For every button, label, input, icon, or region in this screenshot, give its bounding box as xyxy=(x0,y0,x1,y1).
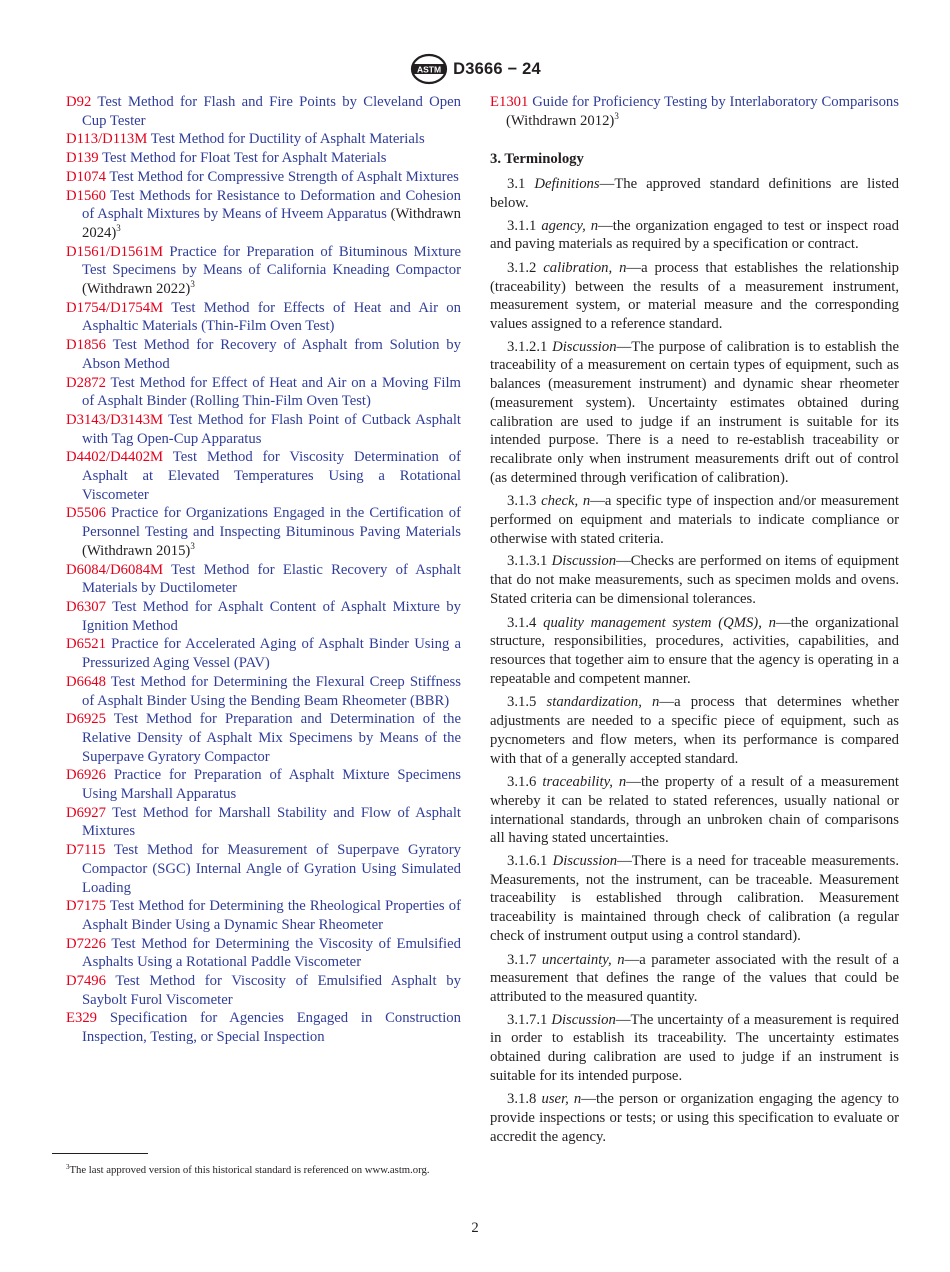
reference-code-link[interactable]: E329 xyxy=(66,1010,98,1027)
section-heading: 3. Terminology xyxy=(490,151,584,168)
definition-separator: — xyxy=(626,774,641,791)
definition-paragraph xyxy=(490,338,899,488)
reference-title-link[interactable]: Test Method for Viscosity Determination of Asphalt at Elevated Temperatures Using a Rotational Viscometer xyxy=(82,449,461,503)
definition-separator: — xyxy=(617,853,632,870)
definition-paragraph xyxy=(490,614,899,689)
reference-item xyxy=(66,187,461,243)
reference-code-link[interactable]: D1560 xyxy=(66,187,106,204)
referenced-documents-right xyxy=(490,93,899,130)
definition-paragraph xyxy=(490,175,899,212)
reference-item xyxy=(66,804,461,841)
referenced-documents-left xyxy=(66,93,461,1047)
definition-number: 3.1.1 xyxy=(507,217,537,234)
reference-item xyxy=(66,411,461,448)
definition-term: Discussion xyxy=(552,338,617,355)
footnote xyxy=(52,1163,461,1177)
reference-title-link[interactable]: Test Method for Determining the Viscosity of Emulsified Asphalts Using a Rotational Paddle Viscometer xyxy=(82,935,461,971)
page-number: 2 xyxy=(471,1220,479,1236)
definition-paragraph xyxy=(490,492,899,548)
footnote-ref: 3 xyxy=(190,279,195,290)
reference-code-link[interactable]: D6084/D6084M xyxy=(66,561,164,578)
reference-code-link[interactable]: D139 xyxy=(66,150,99,167)
footnote-divider xyxy=(52,1153,148,1154)
reference-code-link[interactable]: D6307 xyxy=(66,598,106,615)
definition-number: 3.1.8 xyxy=(507,1091,537,1108)
definition-paragraph xyxy=(490,852,899,946)
reference-code-link[interactable]: D1754/D1754M xyxy=(66,299,164,316)
definition-term: standardization, n xyxy=(546,694,660,711)
reference-code-link[interactable]: D1561/D1561M xyxy=(66,243,164,260)
definition-paragraph xyxy=(490,552,899,608)
definition-number: 3.1.5 xyxy=(507,694,537,711)
definition-text: a parameter associated with the result of a measurement that defines the range of the values that could be attributed to the measured quantity. xyxy=(490,951,900,1005)
definition-text: Checks are performed on items of equipment that do not make measurements, such as specimen molds and ovens. Stated criteria can be dimensional tolerances. xyxy=(490,553,900,607)
reference-item xyxy=(66,673,461,710)
definition-text: the organizational structure, responsibilities, procedures, activities, capabilities, and resources that together aim to ensure that the agency is operating in a repeatable and competent manner. xyxy=(490,614,900,687)
reference-title-link[interactable]: Test Method for Viscosity of Emulsified Asphalt by Saybolt Furol Viscometer xyxy=(82,973,461,1008)
reference-title-link[interactable]: Test Method for Recovery of Asphalt from Solution by Abson Method xyxy=(82,337,461,372)
reference-item xyxy=(66,935,461,972)
reference-item xyxy=(66,243,461,299)
definition-term: agency, n xyxy=(541,217,599,234)
reference-code-link[interactable]: D4402/D4402M xyxy=(66,449,164,466)
reference-code-link[interactable]: D7226 xyxy=(66,935,106,952)
definition-term: user, n xyxy=(541,1091,582,1108)
definition-term: traceability, n xyxy=(542,774,627,791)
reference-code-link[interactable]: D2872 xyxy=(66,374,106,391)
reference-code-link[interactable]: D1074 xyxy=(66,168,106,185)
reference-item xyxy=(66,841,461,897)
reference-code-link[interactable]: D3143/D3143M xyxy=(66,411,164,428)
definition-number: 3.1.6 xyxy=(507,774,537,791)
reference-code-link[interactable]: E1301 xyxy=(490,94,529,110)
reference-title-link[interactable]: Test Method for Float Test for Asphalt Materials xyxy=(102,150,387,167)
definition-text: There is a need for traceable measurements. Measurements, not the instrument, can be traceable. Measurement traceability is established through calibration. Measurement traceability is maintained through check of calibration (a regular check of instrument output using a control standard). xyxy=(490,853,900,944)
definition-text: a process that establishes the relationship (traceability) between the results of a measurement instrument, measurement system, or material measure and the corresponding values assigned to a reference standard. xyxy=(490,259,899,333)
reference-code-link[interactable]: D6648 xyxy=(66,673,106,690)
reference-item xyxy=(66,710,461,766)
reference-title-link[interactable]: Test Method for Determining the Flexural Creep Stiffness of Asphalt Binder Using the Bending Beam Rheometer (BBR) xyxy=(82,673,461,709)
reference-code-link[interactable]: D6926 xyxy=(66,767,106,784)
definition-separator: — xyxy=(581,1091,596,1108)
reference-title-link[interactable]: Guide for Proficiency Testing by Interlaboratory Comparisons xyxy=(532,94,899,110)
reference-title-link[interactable]: Test Method for Marshall Stability and Flow of Asphalt Mixtures xyxy=(82,804,461,840)
definition-number: 3.1.6.1 xyxy=(507,853,548,870)
reference-code-link[interactable]: D92 xyxy=(66,94,92,110)
definition-separator: — xyxy=(598,217,613,234)
reference-item xyxy=(66,504,461,560)
definition-number: 3.1 xyxy=(507,176,526,193)
reference-title-link[interactable]: Practice for Organizations Engaged in the Certification of Personnel Testing and Inspecting Bituminous Paving Materials xyxy=(82,505,461,541)
definition-term: uncertainty, n xyxy=(541,951,625,968)
withdrawn-note: (Withdrawn 2022) xyxy=(82,281,191,298)
reference-title-link[interactable]: Test Method for Asphalt Content of Asphalt Mixture by Ignition Method xyxy=(82,598,461,634)
definition-paragraph xyxy=(490,259,899,334)
reference-title-link[interactable]: Practice for Preparation of Bituminous Mixture Test Specimens by Means of California Kneading Compactor xyxy=(82,243,462,279)
reference-title-link[interactable]: Test Method for Flash and Fire Points by Cleveland Open Cup Tester xyxy=(82,94,461,129)
reference-item xyxy=(66,448,461,504)
definition-paragraph xyxy=(490,1090,899,1146)
footnote-ref: 3 xyxy=(116,222,121,233)
reference-title-link[interactable]: Test Method for Ductility of Asphalt Materials xyxy=(150,131,425,148)
reference-item xyxy=(66,897,461,934)
reference-item xyxy=(66,299,461,336)
reference-title-link[interactable]: Test Method for Compressive Strength of Asphalt Mixtures xyxy=(109,168,459,185)
definition-paragraph xyxy=(490,693,899,768)
footnote-ref: 3 xyxy=(190,540,195,551)
reference-code-link[interactable]: D113/D113M xyxy=(66,131,148,148)
reference-item xyxy=(66,972,461,1009)
definition-term: calibration, n xyxy=(543,259,627,276)
reference-code-link[interactable]: D1856 xyxy=(66,337,106,354)
definition-text: a specific type of inspection and/or measurement performed on equipment and materials to indicate compliance or otherwise with stated criteria. xyxy=(490,493,900,547)
reference-code-link[interactable]: D6521 xyxy=(66,636,106,653)
definition-paragraph xyxy=(490,1011,899,1086)
reference-code-link[interactable]: D5506 xyxy=(66,505,106,522)
definition-term: Discussion xyxy=(551,1011,616,1028)
footnote-ref: 3 xyxy=(614,110,619,121)
definition-separator: — xyxy=(590,493,605,510)
reference-item xyxy=(66,635,461,672)
reference-title-link[interactable]: Test Method for Effects of Heat and Air on Asphaltic Materials (Thin-Film Oven Test) xyxy=(82,299,461,335)
reference-code-link[interactable]: D7496 xyxy=(66,973,106,990)
definition-separator: — xyxy=(615,1011,631,1028)
reference-title-link[interactable]: Test Method for Flash Point of Cutback Asphalt with Tag Open-Cup Apparatus xyxy=(82,411,461,447)
reference-code-link[interactable]: D6925 xyxy=(66,711,106,728)
definition-term: Definitions xyxy=(534,176,600,193)
reference-item xyxy=(490,93,899,130)
definition-separator: — xyxy=(599,176,615,193)
reference-code-link[interactable]: D7175 xyxy=(66,898,106,915)
reference-item xyxy=(66,561,461,598)
reference-title-link[interactable]: Test Method for Measurement of Superpave Gyratory Compactor (SGC) Internal Angle of Gyration Using Simulated Loading xyxy=(82,842,461,896)
definition-separator: — xyxy=(626,259,642,276)
definition-number: 3.1.7.1 xyxy=(507,1011,548,1028)
footnote-text: The last approved version of this historical standard is referenced on www.astm.org. xyxy=(69,1164,430,1176)
definition-separator: — xyxy=(624,951,640,968)
reference-title-link[interactable]: Test Method for Elastic Recovery of Asphalt Materials by Ductilometer xyxy=(82,561,461,597)
reference-code-link[interactable]: D6927 xyxy=(66,804,106,821)
reference-title-link[interactable]: Practice for Accelerated Aging of Asphalt Binder Using a Pressurized Aging Vessel (PAV) xyxy=(82,636,461,672)
definition-separator: — xyxy=(775,614,791,631)
reference-item xyxy=(66,336,461,373)
definition-text: the organization engaged to test or inspect road and paving materials as required by a specification or contract. xyxy=(490,217,900,253)
withdrawn-note: (Withdrawn 2012) xyxy=(506,112,615,129)
definition-paragraph xyxy=(490,217,899,254)
reference-code-link[interactable]: D7115 xyxy=(66,842,106,859)
definition-number: 3.1.2.1 xyxy=(507,338,548,355)
svg-text:ASTM: ASTM xyxy=(417,64,442,75)
reference-item xyxy=(66,168,461,187)
reference-item xyxy=(66,149,461,168)
definition-number: 3.1.3.1 xyxy=(507,553,548,570)
reference-item xyxy=(66,93,461,130)
definition-term: check, n xyxy=(541,493,591,510)
definition-text: The approved standard definitions are listed below. xyxy=(490,176,900,211)
reference-title-link[interactable]: Test Method for Preparation and Determination of the Relative Density of Asphalt Mix Specimens by Means of the Superpave Gyratory Compactor xyxy=(82,711,461,765)
definition-term: Discussion xyxy=(551,553,617,570)
definition-text: the property of a result of a measurement whereby it can be related to stated references, usually national or international standards, through an unbroken chain of comparisons all having stated uncertainties. xyxy=(490,774,900,847)
withdrawn-note: (Withdrawn 2024) xyxy=(82,206,461,241)
right-column xyxy=(490,93,899,1151)
astm-logo-icon xyxy=(409,53,449,85)
reference-title-link[interactable]: Test Methods for Resistance to Deformation and Cohesion of Asphalt Mixtures by Means of Hveem Apparatus xyxy=(82,187,461,223)
reference-item xyxy=(66,766,461,803)
definition-separator: — xyxy=(616,338,632,355)
definition-text: The purpose of calibration is to establish the traceability of a measurement on certain types of equipment, such as balances (measurement instrument) and dynamic shear rheometer (measurement system). Uncertainty estimates obtained during calibration are used to judge if an instrument is suitable for its intended purpose. There is a need to re-establish traceability or recalibrate only when instrument measurements drift out of control (as determined through verification of calibration). xyxy=(490,338,900,486)
reference-item xyxy=(66,130,461,149)
definition-text: a process that determines whether adjustments are needed to a specific piece of equipment, such as pycnometers and flow meters, when its performance is compared with that of a generally accepted standard. xyxy=(490,694,899,767)
definition-paragraph xyxy=(490,951,899,1007)
definition-separator: — xyxy=(659,694,675,711)
definition-text: the person or organization engaging the agency to provide inspections or tests; or using this specification to evaluate or accredit the agency. xyxy=(490,1091,899,1145)
definition-text: The uncertainty of a measurement is required in order to establish its traceability. The uncertainty estimates obtained during calibration are used to judge if an instrument is suitable for its intended purpose. xyxy=(490,1011,899,1084)
definition-paragraph xyxy=(490,773,899,848)
definition-term: quality management system (QMS), n xyxy=(543,614,776,631)
reference-item xyxy=(66,598,461,635)
footnote-mark: 3 xyxy=(66,1163,70,1171)
definition-number: 3.1.3 xyxy=(507,493,537,510)
reference-title-link[interactable]: Test Method for Determining the Rheological Properties of Asphalt Binder Using a Dynamic Shear Rheometer xyxy=(82,898,461,933)
document-id: D3666 − 24 xyxy=(453,59,541,78)
reference-item xyxy=(66,1009,461,1046)
withdrawn-note: (Withdrawn 2015) xyxy=(82,542,191,559)
reference-title-link[interactable]: Test Method for Effect of Heat and Air on a Moving Film of Asphalt Binder (Rolling Thin-Film Oven Test) xyxy=(82,374,461,410)
reference-item xyxy=(66,374,461,411)
definition-separator: — xyxy=(616,553,631,570)
reference-title-link[interactable]: Practice for Preparation of Asphalt Mixture Specimens Using Marshall Apparatus xyxy=(82,767,461,803)
page-header xyxy=(0,52,950,86)
reference-title-link[interactable]: Specification for Agencies Engaged in Construction Inspection, Testing, or Special Inspection xyxy=(82,1010,461,1046)
definition-number: 3.1.2 xyxy=(507,259,537,276)
definition-number: 3.1.7 xyxy=(507,951,537,968)
definition-term: Discussion xyxy=(552,853,618,870)
definition-number: 3.1.4 xyxy=(507,614,537,631)
terminology-definitions xyxy=(490,175,899,1146)
